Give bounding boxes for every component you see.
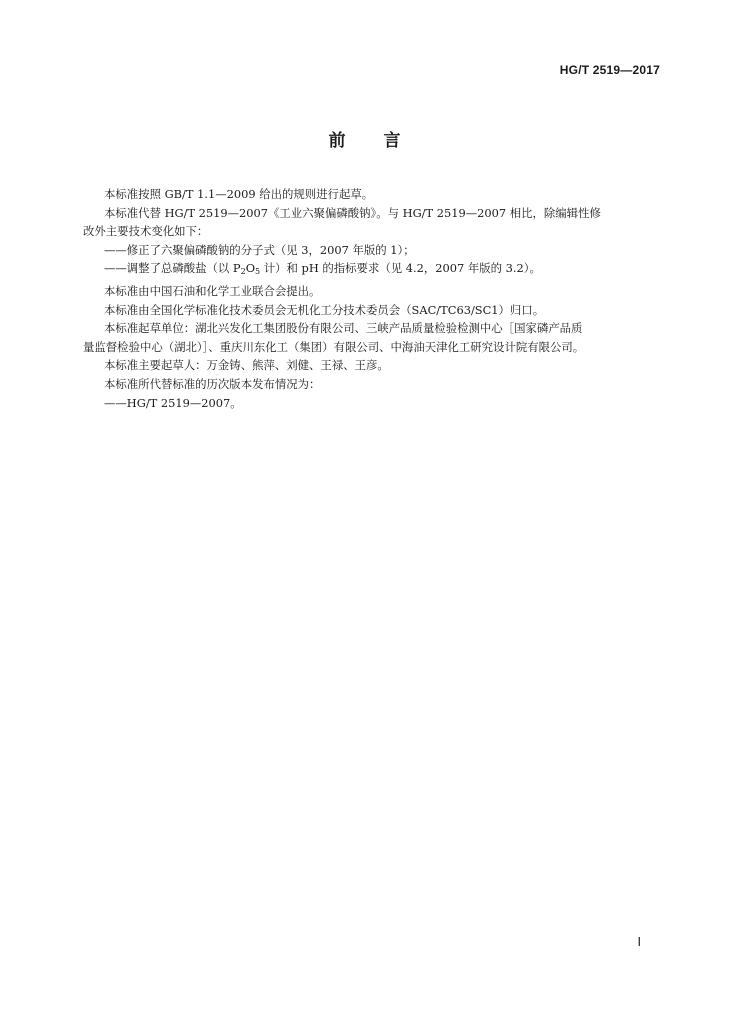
history-item: ——HG/T 2519—2007。	[104, 395, 242, 410]
change-item-indicators-a: ——调整了总磷酸盐（以 P	[104, 261, 241, 276]
paragraph-replacement-cont: 改外主要技术变化如下：	[83, 224, 209, 239]
change-item-indicators-b: O	[245, 261, 256, 276]
subscript-5: 5	[255, 267, 261, 277]
change-item-formula: ——修正了六聚偏磷酸钠的分子式（见 3，2007 年版的 1）；	[104, 242, 415, 257]
page-number: I	[637, 935, 641, 949]
paragraph-drafting-units: 本标准起草单位：湖北兴发化工集团股份有限公司、三峡产品质量检验检测中心［国家磷产品质	[104, 321, 583, 336]
title-char-2: 言	[383, 131, 401, 151]
paragraph-drafting-units-cont: 量监督检验中心（湖北）］、重庆川东化工（集团）有限公司、中海油天津化工研究设计院有限公司。	[83, 339, 585, 354]
subscript-2: 2	[240, 267, 246, 277]
paragraph-under-jurisdiction: 本标准由全国化学标准化技术委员会无机化工分技术委员会（SAC/TC63/SC1）归口。	[104, 302, 545, 317]
foreword-body	[83, 185, 665, 412]
page-title	[0, 126, 729, 151]
change-item-indicators	[83, 259, 665, 282]
paragraph-replacement: 本标准代替 HG/T 2519—2007《工业六聚偏磷酸钠》。与 HG/T 2519—2007 相比，除编辑性修	[104, 205, 601, 220]
paragraph-proposed-by: 本标准由中国石油和化学工业联合会提出。	[104, 283, 321, 298]
paragraph-history-intro: 本标准所代替标准的历次版本发布情况为：	[104, 376, 321, 391]
paragraph-drafting-rules: 本标准按照 GB/T 1.1—2009 给出的规则进行起草。	[104, 187, 374, 201]
change-item-indicators-c: 计）和 pH 的指标要求（见 4.2，2007 年版的 3.2）。	[260, 261, 541, 276]
standard-code: HG/T 2519—2017	[559, 63, 660, 77]
title-char-1: 前	[328, 131, 346, 151]
paragraph-drafters: 本标准主要起草人：万金铸、熊萍、刘健、王禄、王彦。	[104, 358, 389, 373]
